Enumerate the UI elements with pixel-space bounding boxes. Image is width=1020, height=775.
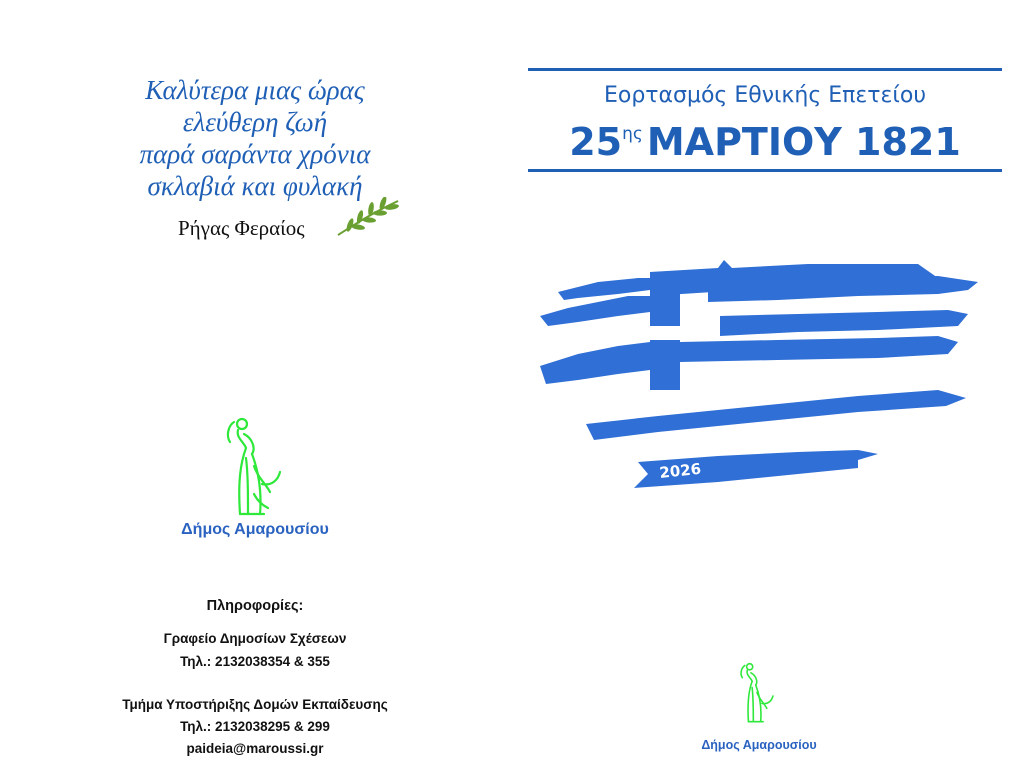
info-title: Πληροφορίες: <box>206 598 304 614</box>
info-office-phone: Τηλ.: 2132038354 & 355 <box>180 654 330 669</box>
quote <box>85 74 425 202</box>
info-department: Τμήμα Υποστήριξης Δομών Εκπαίδευσης <box>122 697 388 712</box>
info-email[interactable]: paideia@maroussi.gr <box>186 741 324 756</box>
header-rule-bottom <box>528 169 1002 172</box>
header-rule-top <box>528 68 1002 71</box>
flag-year: 2026 <box>658 459 702 482</box>
muse-figure-icon <box>218 414 290 520</box>
quote-line-1: Καλύτερα μιας ώρας <box>145 75 365 105</box>
olive-branch-icon <box>336 197 400 237</box>
info-department-phone: Τηλ.: 2132038295 & 299 <box>180 719 330 734</box>
muse-figure-icon <box>735 650 779 736</box>
info-office: Γραφείο Δημοσίων Σχέσεων <box>163 631 347 646</box>
quote-line-3: παρά σαράντα χρόνια <box>139 139 371 169</box>
quote-author: Ρήγας Φεραίος <box>178 216 305 240</box>
header-date <box>528 120 1002 164</box>
quote-line-2: ελεύθερη ζωή <box>182 107 328 137</box>
greek-flag-icon <box>538 256 986 492</box>
date-suffix: ης <box>622 124 643 144</box>
date-rest: ΜΑΡΤΙΟΥ 1821 <box>646 120 961 164</box>
quote-line-4: σκλαβιά και φυλακή <box>147 171 363 201</box>
date-number: 25 <box>569 120 623 164</box>
municipality-name-left: Δήμος Αμαρουσίου <box>181 521 329 538</box>
municipality-name-right: Δήμος Αμαρουσίου <box>701 738 817 752</box>
header-subtitle: Εορτασμός Εθνικής Επετείου <box>603 83 927 108</box>
